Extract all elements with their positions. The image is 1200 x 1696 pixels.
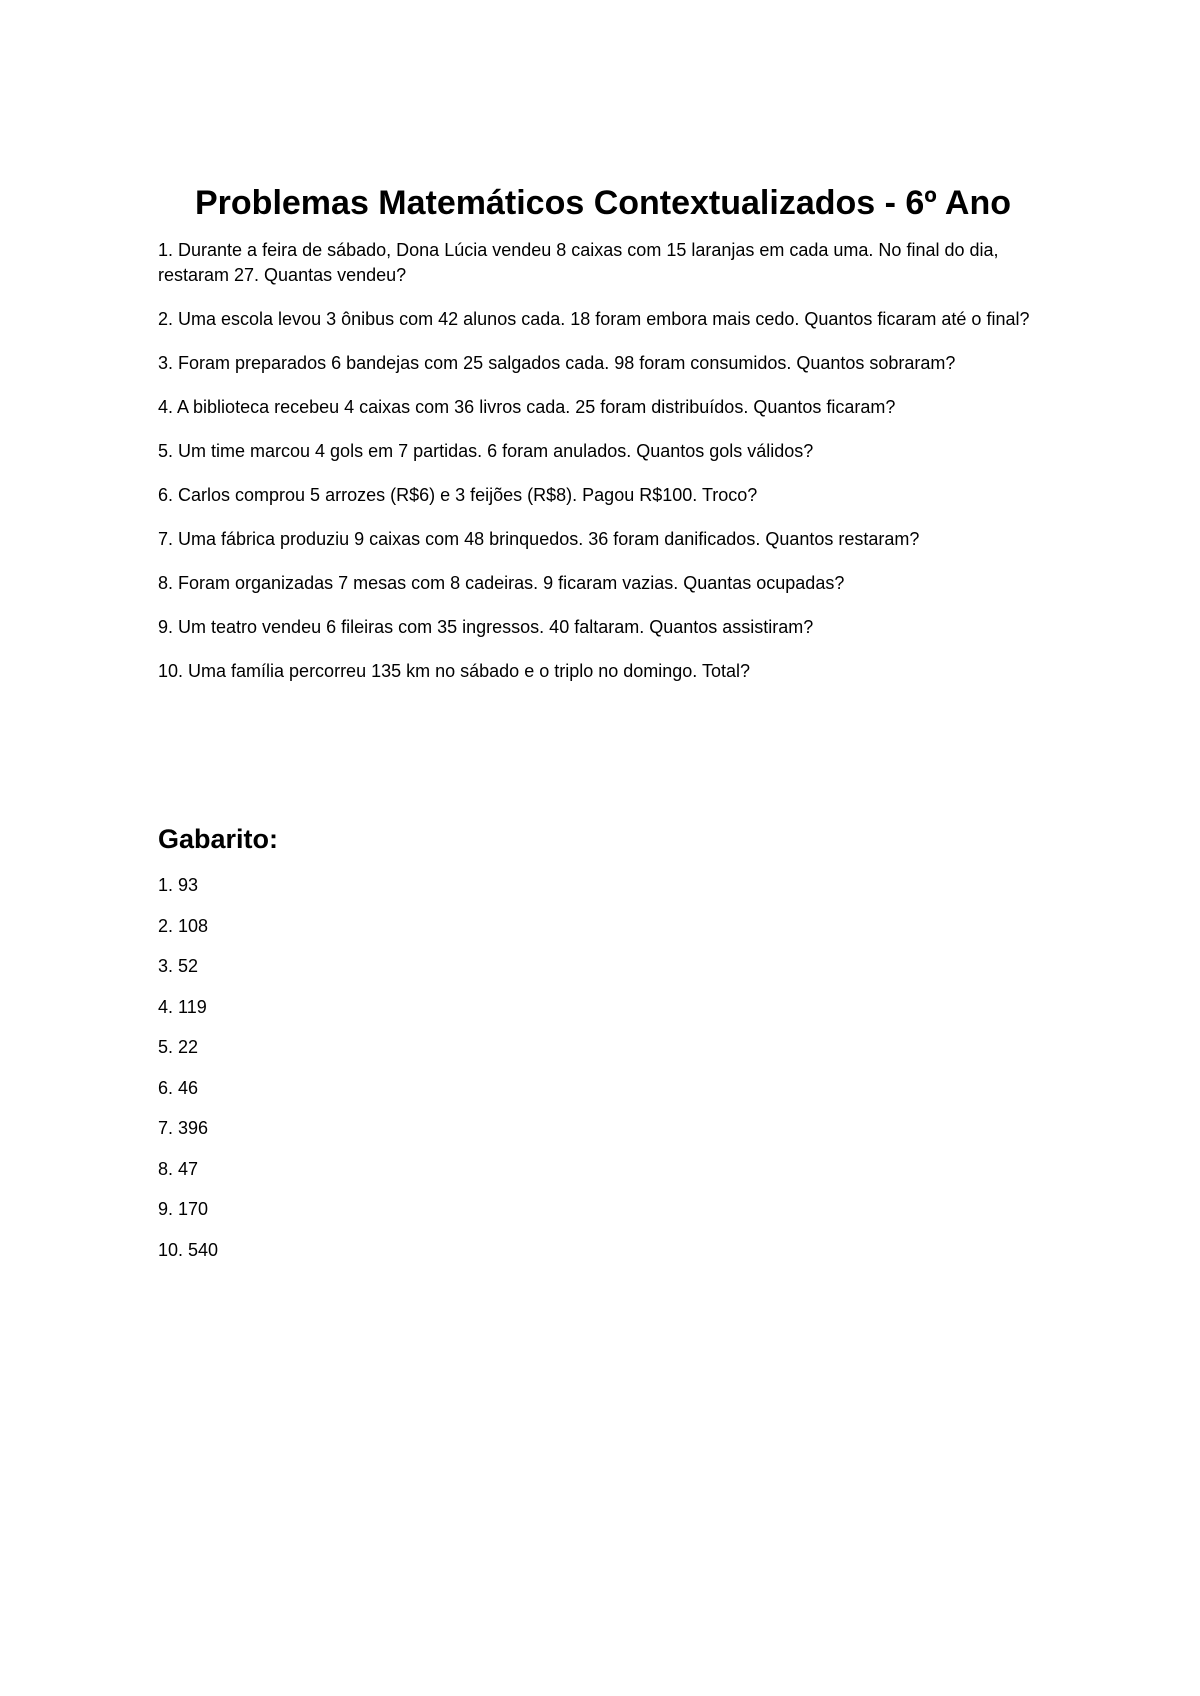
question-item: 10. Uma família percorreu 135 km no sábado e o triplo no domingo. Total? <box>158 661 751 681</box>
question-item: 7. Uma fábrica produziu 9 caixas com 48 brinquedos. 36 foram danificados. Quantos restaram? <box>158 529 920 549</box>
answer-item: 5. 22 <box>158 1037 199 1057</box>
question-item: 4. A biblioteca recebeu 4 caixas com 36 livros cada. 25 foram distribuídos. Quantos ficaram? <box>158 397 896 417</box>
question-item: 8. Foram organizadas 7 mesas com 8 cadeiras. 9 ficaram vazias. Quantas ocupadas? <box>158 573 845 593</box>
answer-item: 1. 93 <box>158 875 199 895</box>
question-item: 1. Durante a feira de sábado, Dona Lúcia vendeu 8 caixas com 15 laranjas em cada uma. No final do dia, restaram 27. Quantas vendeu? <box>158 240 999 285</box>
questions-list <box>158 238 1048 703</box>
answer-item: 10. 540 <box>158 1239 219 1260</box>
question-item: 5. Um time marcou 4 gols em 7 partidas. 6 foram anulados. Quantos gols válidos? <box>158 441 814 461</box>
page-title: Problemas Matemáticos Contextualizados - 6º Ano <box>195 183 1011 222</box>
answer-item: 7. 396 <box>158 1118 209 1138</box>
answer-item: 6. 46 <box>158 1077 199 1098</box>
answer-item: 9. 170 <box>158 1199 209 1219</box>
answer-item: 8. 47 <box>158 1158 199 1179</box>
answer-key-heading: Gabarito: <box>158 824 279 854</box>
answer-key-list <box>158 873 218 1278</box>
answer-item: 3. 52 <box>158 956 199 976</box>
question-item: 3. Foram preparados 6 bandejas com 25 salgados cada. 98 foram consumidos. Quantos sobraram? <box>158 353 956 373</box>
answer-item: 4. 119 <box>158 996 207 1017</box>
answer-item: 2. 108 <box>158 915 209 936</box>
question-item: 9. Um teatro vendeu 6 fileiras com 35 ingressos. 40 faltaram. Quantos assistiram? <box>158 617 814 637</box>
question-item: 6. Carlos comprou 5 arrozes (R$6) e 3 feijões (R$8). Pagou R$100. Troco? <box>158 485 758 505</box>
question-item: 2. Uma escola levou 3 ônibus com 42 alunos cada. 18 foram embora mais cedo. Quantos ficaram até o final? <box>158 309 1030 329</box>
